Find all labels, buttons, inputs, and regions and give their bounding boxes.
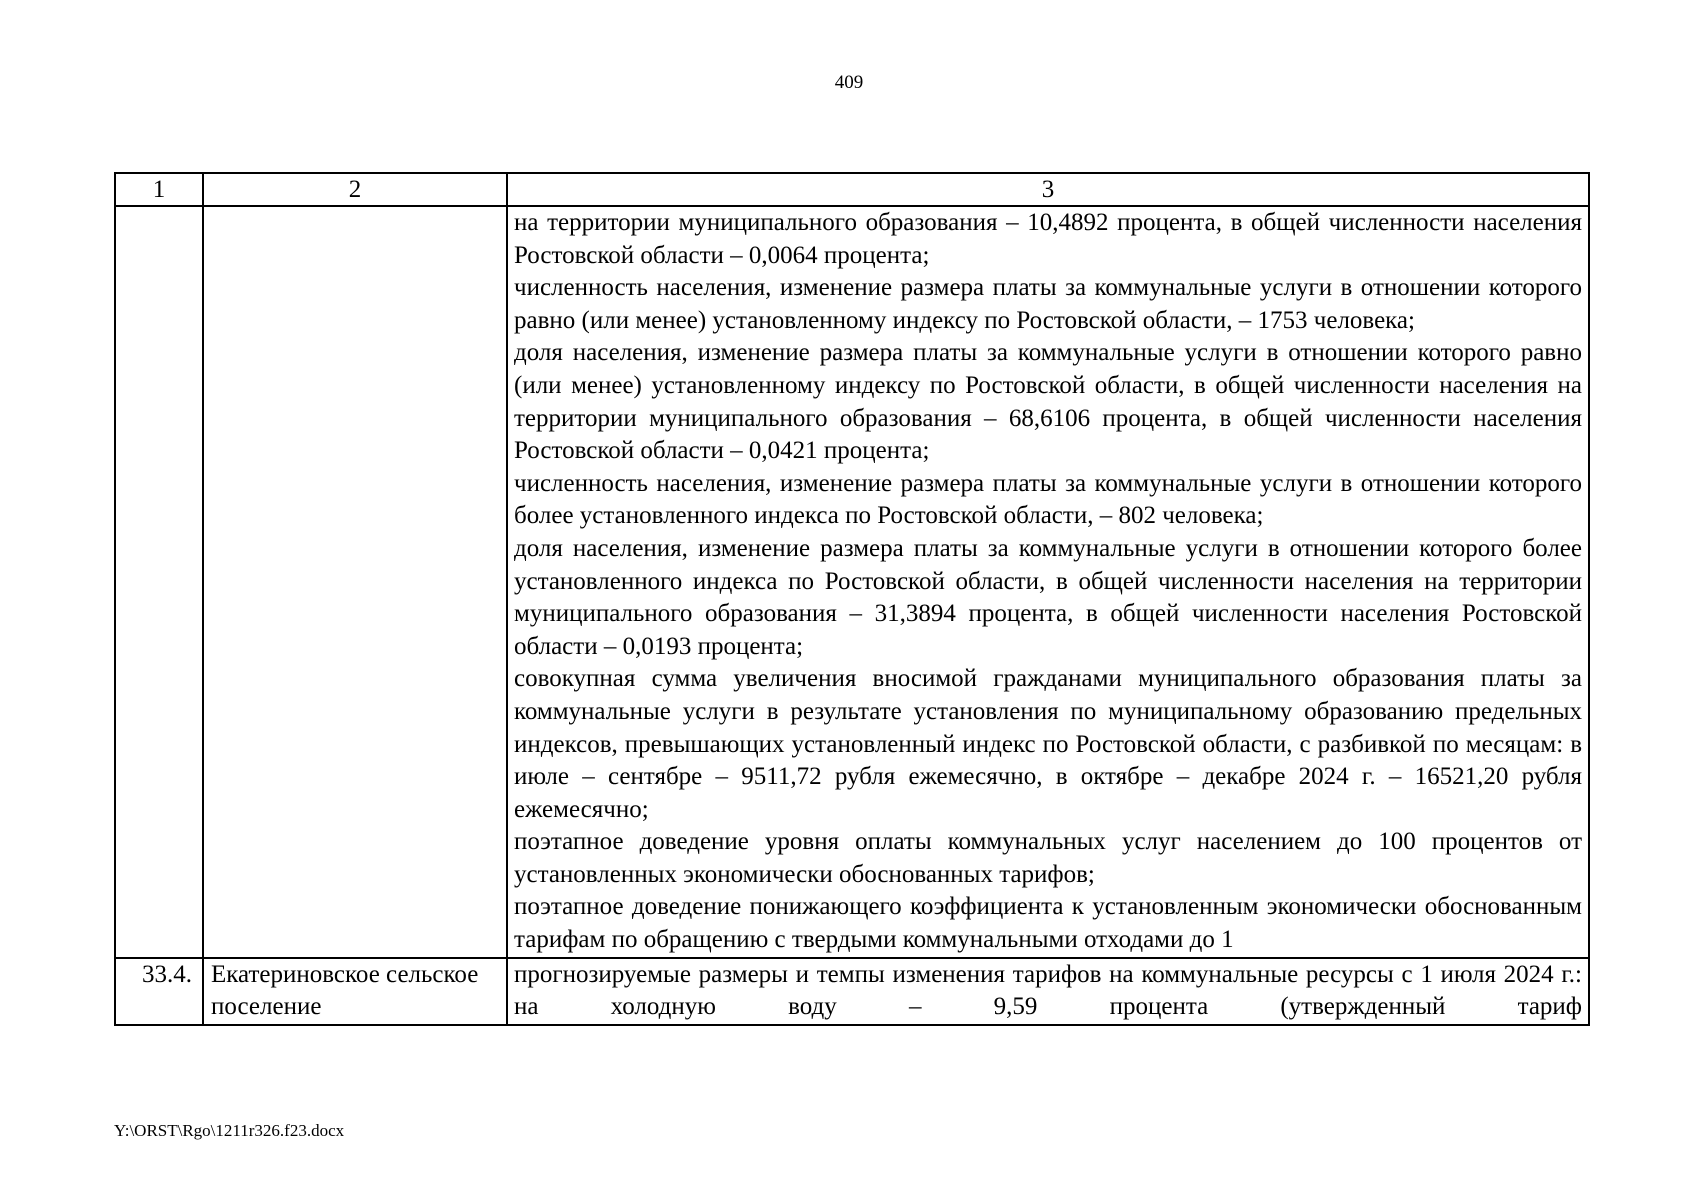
table-row-continuation	[115, 206, 1589, 958]
paragraph: численность населения, изменение размера платы за коммунальные услуги в отношении которого более установленного индекса по Ростовской области, – 802 человека;	[514, 469, 1582, 530]
cell-description	[507, 206, 1589, 958]
paragraph: доля населения, изменение размера платы за коммунальные услуги в отношении которого равно (или менее) установленному индексу по Ростовской области, в общей численности населения на территории муниципального образования – 68,6106 процента, в общей численности населения Ростовской области – 0,0421 процента;	[514, 339, 1582, 465]
paragraph: совокупная сумма увеличения вносимой гражданами муниципального образования платы за коммунальные услуги в результате установления по муниципальному образованию предельных индексов, превышающих установленный индекс по Ростовской области, с разбивкой по месяцам: в июле – сентябре – 9511,72 рубля ежемесячно, в октябре – декабре 2024 г. – 16521,20 рубля ежемесячно;	[514, 665, 1582, 823]
paragraph: на территории муниципального образования – 10,4892 процента, в общей численности населения Ростовской области – 0,0064 процента;	[514, 209, 1582, 269]
cell-number-empty	[115, 206, 203, 958]
document-table	[114, 172, 1590, 1026]
column-header-1: 1	[115, 173, 203, 206]
paragraph: поэтапное доведение понижающего коэффициента к установленным экономически обоснованным тарифам по обращению с твердыми коммунальными отходами до 1	[514, 893, 1582, 954]
cell-description	[507, 958, 1589, 1025]
settlement-name: Екатериновское сельское поселение	[203, 958, 507, 1025]
paragraph: прогнозируемые размеры и темпы изменения тарифов на коммунальные ресурсы с 1 июля 2024 г.: на холодную воду – 9,59 процента (утвержденный тариф	[514, 960, 1582, 1021]
table-row	[115, 958, 1589, 1025]
table-header-row	[115, 173, 1589, 206]
column-header-2: 2	[203, 173, 507, 206]
paragraph: доля населения, изменение размера платы за коммунальные услуги в отношении которого более установленного индекса по Ростовской области, в общей численности населения на территории муниципального образования – 31,3894 процента, в общей численности населения Ростовской области – 0,0193 процента;	[514, 534, 1582, 660]
page-number: 409	[834, 72, 864, 93]
row-number: 33.4.	[115, 958, 203, 1025]
paragraph: поэтапное доведение уровня оплаты коммунальных услуг населением до 100 процентов от установленных экономически обоснованных тарифов;	[514, 828, 1582, 888]
paragraph: численность населения, изменение размера платы за коммунальные услуги в отношении которого равно (или менее) установленному индексу по Ростовской области, – 1753 человека;	[514, 274, 1582, 334]
file-path-footer: Y:\ORST\Rgo\1211r326.f23.docx	[114, 1121, 345, 1140]
column-header-3: 3	[507, 173, 1589, 206]
cell-name-empty	[203, 206, 507, 958]
